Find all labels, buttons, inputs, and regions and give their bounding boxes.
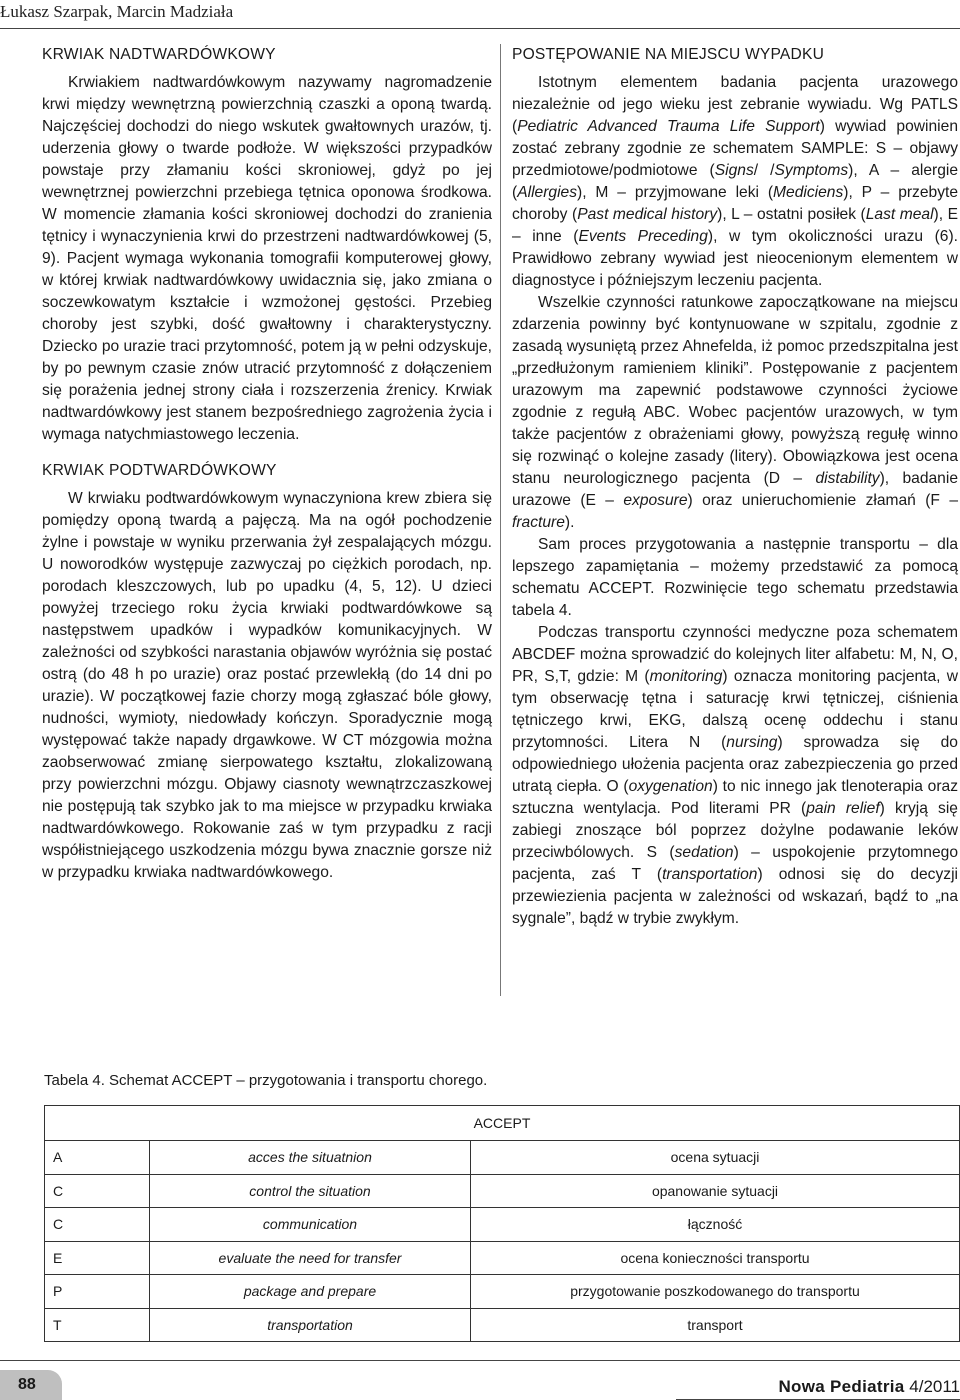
journal-issue: 4/2011	[909, 1377, 960, 1396]
table-heading: ACCEPT	[45, 1106, 960, 1141]
running-head-authors: Łukasz Szarpak, Marcin Madziała	[0, 2, 234, 21]
table-cell-pl: ocena konieczności transportu	[471, 1241, 960, 1275]
page-number: 88	[0, 1370, 62, 1400]
table-cell-pl: transport	[471, 1308, 960, 1342]
right-column	[512, 44, 958, 930]
table-row	[45, 1141, 960, 1175]
table-cell-pl: łączność	[471, 1208, 960, 1242]
table-cell-letter: C	[45, 1174, 150, 1208]
table-cell-en: evaluate the need for transfer	[150, 1241, 471, 1275]
table-cell-en: transportation	[150, 1308, 471, 1342]
table-cell-pl: przygotowanie poszkodowanego do transportu	[471, 1275, 960, 1309]
table-cell-en: package and prepare	[150, 1275, 471, 1309]
paragraph-abc: Wszelkie czynności ratunkowe zapoczątkowane na miejscu zdarzenia powinny być kontynuowane w szpitalu, zgodnie z zasadą wysuniętą przez Ahnefelda, iż pomoc przedszpitalna jest „przedłużonym ramieniem kliniki”. Postępowanie z pacjentem urazowym ma zapewnić podstawowe czynności życiowe zgodnie z regułą ABC. Wobec pacjentów urazowych, w tym także pacjentów z obrażeniami głowy, powyższą regułę winno się rozwinąć o kolejne zasady (litery). Obowiązkowa jest ocena stanu neurologicznego pacjenta (D – distability), badanie urazowe (E – exposure) oraz unieruchomienie złamań (F – fracture).	[512, 294, 958, 531]
table-row	[45, 1208, 960, 1242]
paragraph-accept: Sam proces przygotowania a następnie transportu – dla lepszego zapamiętania – możemy przedstawić za pomocą schematu ACCEPT. Rozwinięcie tego schematu przedstawia tabela 4.	[512, 536, 958, 619]
table-row	[45, 1174, 960, 1208]
section-title-onsite: POSTĘPOWANIE NA MIEJSCU WYPADKU	[512, 46, 825, 63]
section-title-epidural: KRWIAK NADTWARDÓWKOWY	[42, 46, 276, 63]
left-column	[42, 44, 492, 884]
paragraph-subdural: W krwiaku podtwardówkowym wynaczyniona krew zbiera się pomiędzy oponą twardą a pajęczą. Ma na ogół pochodzenie żylne i powstaje w wyniku przerwania żył zespalających mózgu. U noworodków występuje zazwyczaj po ciężkich porodach, np. porodach kleszczowych, lub po upadku (4, 5, 12). U dzieci powyżej trzeciego roku życia krwiaki podtwardówkowe są następstwem upadków i wypadków komunikacyjnych. W zależności od szybkości narastania objawów wyróżnia się postać ostrą (do 48 h po urazie) oraz postać przewlekłą (do 14 dni po urazie). W początkowej fazie chorzy mogą zgłaszać bóle głowy, nudności, wymioty, niedowłady kończyn. Sporadycznie mogą występować także napady drgawkowe. W CT mózgowia można zaobserwować zmianę sierpowatego kształtu, zlokalizowaną przy powierzchni mózgu. Objawy ciasnoty wewnątrzczaszkowej nie postępują tak szybko jak to ma miejsce w przypadku krwiaka nadtwardówkowego. Rokowanie zaś w tym przypadku z racji współistniejącego uszkodzenia mózgu bywa znacznie gorsze niż w przypadku krwiaka nadtwardówkowego.	[42, 490, 492, 881]
table-cell-en: control the situation	[150, 1174, 471, 1208]
journal-info	[778, 1376, 960, 1398]
journal-name: Nowa Pediatria	[778, 1377, 905, 1396]
header-rule	[0, 28, 960, 29]
table-row	[45, 1241, 960, 1275]
column-divider	[500, 44, 501, 996]
table-cell-letter: E	[45, 1241, 150, 1275]
footer-rule	[0, 1360, 960, 1361]
table-row	[45, 1275, 960, 1309]
table-cell-letter: A	[45, 1141, 150, 1175]
table-caption: Tabela 4. Schemat ACCEPT – przygotowania i transportu chorego.	[44, 1072, 488, 1089]
table-cell-pl: ocena sytuacji	[471, 1141, 960, 1175]
table-cell-letter: T	[45, 1308, 150, 1342]
table-row	[45, 1308, 960, 1342]
section-title-subdural: KRWIAK PODTWARDÓWKOWY	[42, 462, 277, 479]
table-cell-en: communication	[150, 1208, 471, 1242]
table-cell-letter: C	[45, 1208, 150, 1242]
accept-table	[44, 1105, 960, 1342]
paragraph-sample: Istotnym elementem badania pacjenta urazowego niezależnie od jego wieku jest zebranie wywiadu. Wg PATLS (Pediatric Advanced Trauma Life Support) wywiad powinien zostać zebrany zgodnie ze schematem SAMPLE: S – objawy przedmiotowe/podmiotowe (Signs/ /Symptoms), A – alergie (Allergies), M – przyjmowane leki (Mediciens), P – przebyte choroby (Past medical history), L – ostatni posiłek (Last meal), E – inne (Events Preceding), w tym okoliczności urazu (6). Prawidłowo zebrany wywiad jest nieocenionym elementem w diagnostyce i późniejszym leczeniu pacjenta.	[512, 74, 959, 289]
paragraph-transport: Podczas transportu czynności medyczne poza schematem ABCDEF można sprowadzić do kolejnych liter alfabetu: M, N, O, PR, S,T, gdzie: M (monitoring) oznacza monitoring pacjenta, w tym obserwację tętna i saturację krwi tętniczej, ciśnienia tętniczego krwi, EKG, dalszą ocenę oddechu i stanu przytomności. Litera N (nursing) sprowadza się do odpowiedniego ułożenia pacjenta oraz zabezpieczenia go przed utratą ciepła. O (oxygenation) to nic innego jak tlenoterapia oraz sztuczna wentylacja. Pod literami PR (pain relief) kryją się zabiegi znoszące ból poprzez dożylne podawanie leków przeciwbólowych. S (sedation) – uspokojenie przytomnego pacjenta, zaś T (transportation) odnosi się do decyzji przewiezienia pacjenta w zależności od wskazań, bądź to „na sygnale”, bądź w trybie zwykłym.	[512, 624, 958, 927]
table-cell-en: acces the situatnion	[150, 1141, 471, 1175]
table-cell-letter: P	[45, 1275, 150, 1309]
table-cell-pl: opanowanie sytuacji	[471, 1174, 960, 1208]
paragraph-epidural: Krwiakiem nadtwardówkowym nazywamy nagromadzenie krwi między wewnętrzną powierzchnią czaszki a oponą twardą. Najczęściej dochodzi do niego wskutek gwałtownych urazów, tj. uderzenia głowy o twarde podłoże. W większości przypadków powstaje przy złamaniu kości skroniowej, gdyż po jej wewnętrznej powierzchni przebiega tętnica oponowa środkowa. W momencie złamania kości skroniowej dochodzi do zranienia tętnicy i wynaczynienia krwi do przestrzeni nadtwardówkowej (5, 9). Pacjent wymaga wykonania tomografii komputerowej głowy, w której krwiak nadtwardówkowy uwidacznia się, jako zmiana o soczewkowatym kształcie i wzmożonej gęstości. Przebieg choroby jest szybki, dość gwałtowny i charakterystyczny. Dziecko po urazie traci przytomność, potem ją w pełni odzyskuje, by po pewnym czasie znów utracić przytomność z dołączeniem się porażenia jednej strony ciała i rozszerzenia źrenicy. Krwiak nadtwardówkowy jest stanem bezpośredniego zagrożenia życia i wymaga natychmiastowego leczenia.	[42, 74, 492, 443]
